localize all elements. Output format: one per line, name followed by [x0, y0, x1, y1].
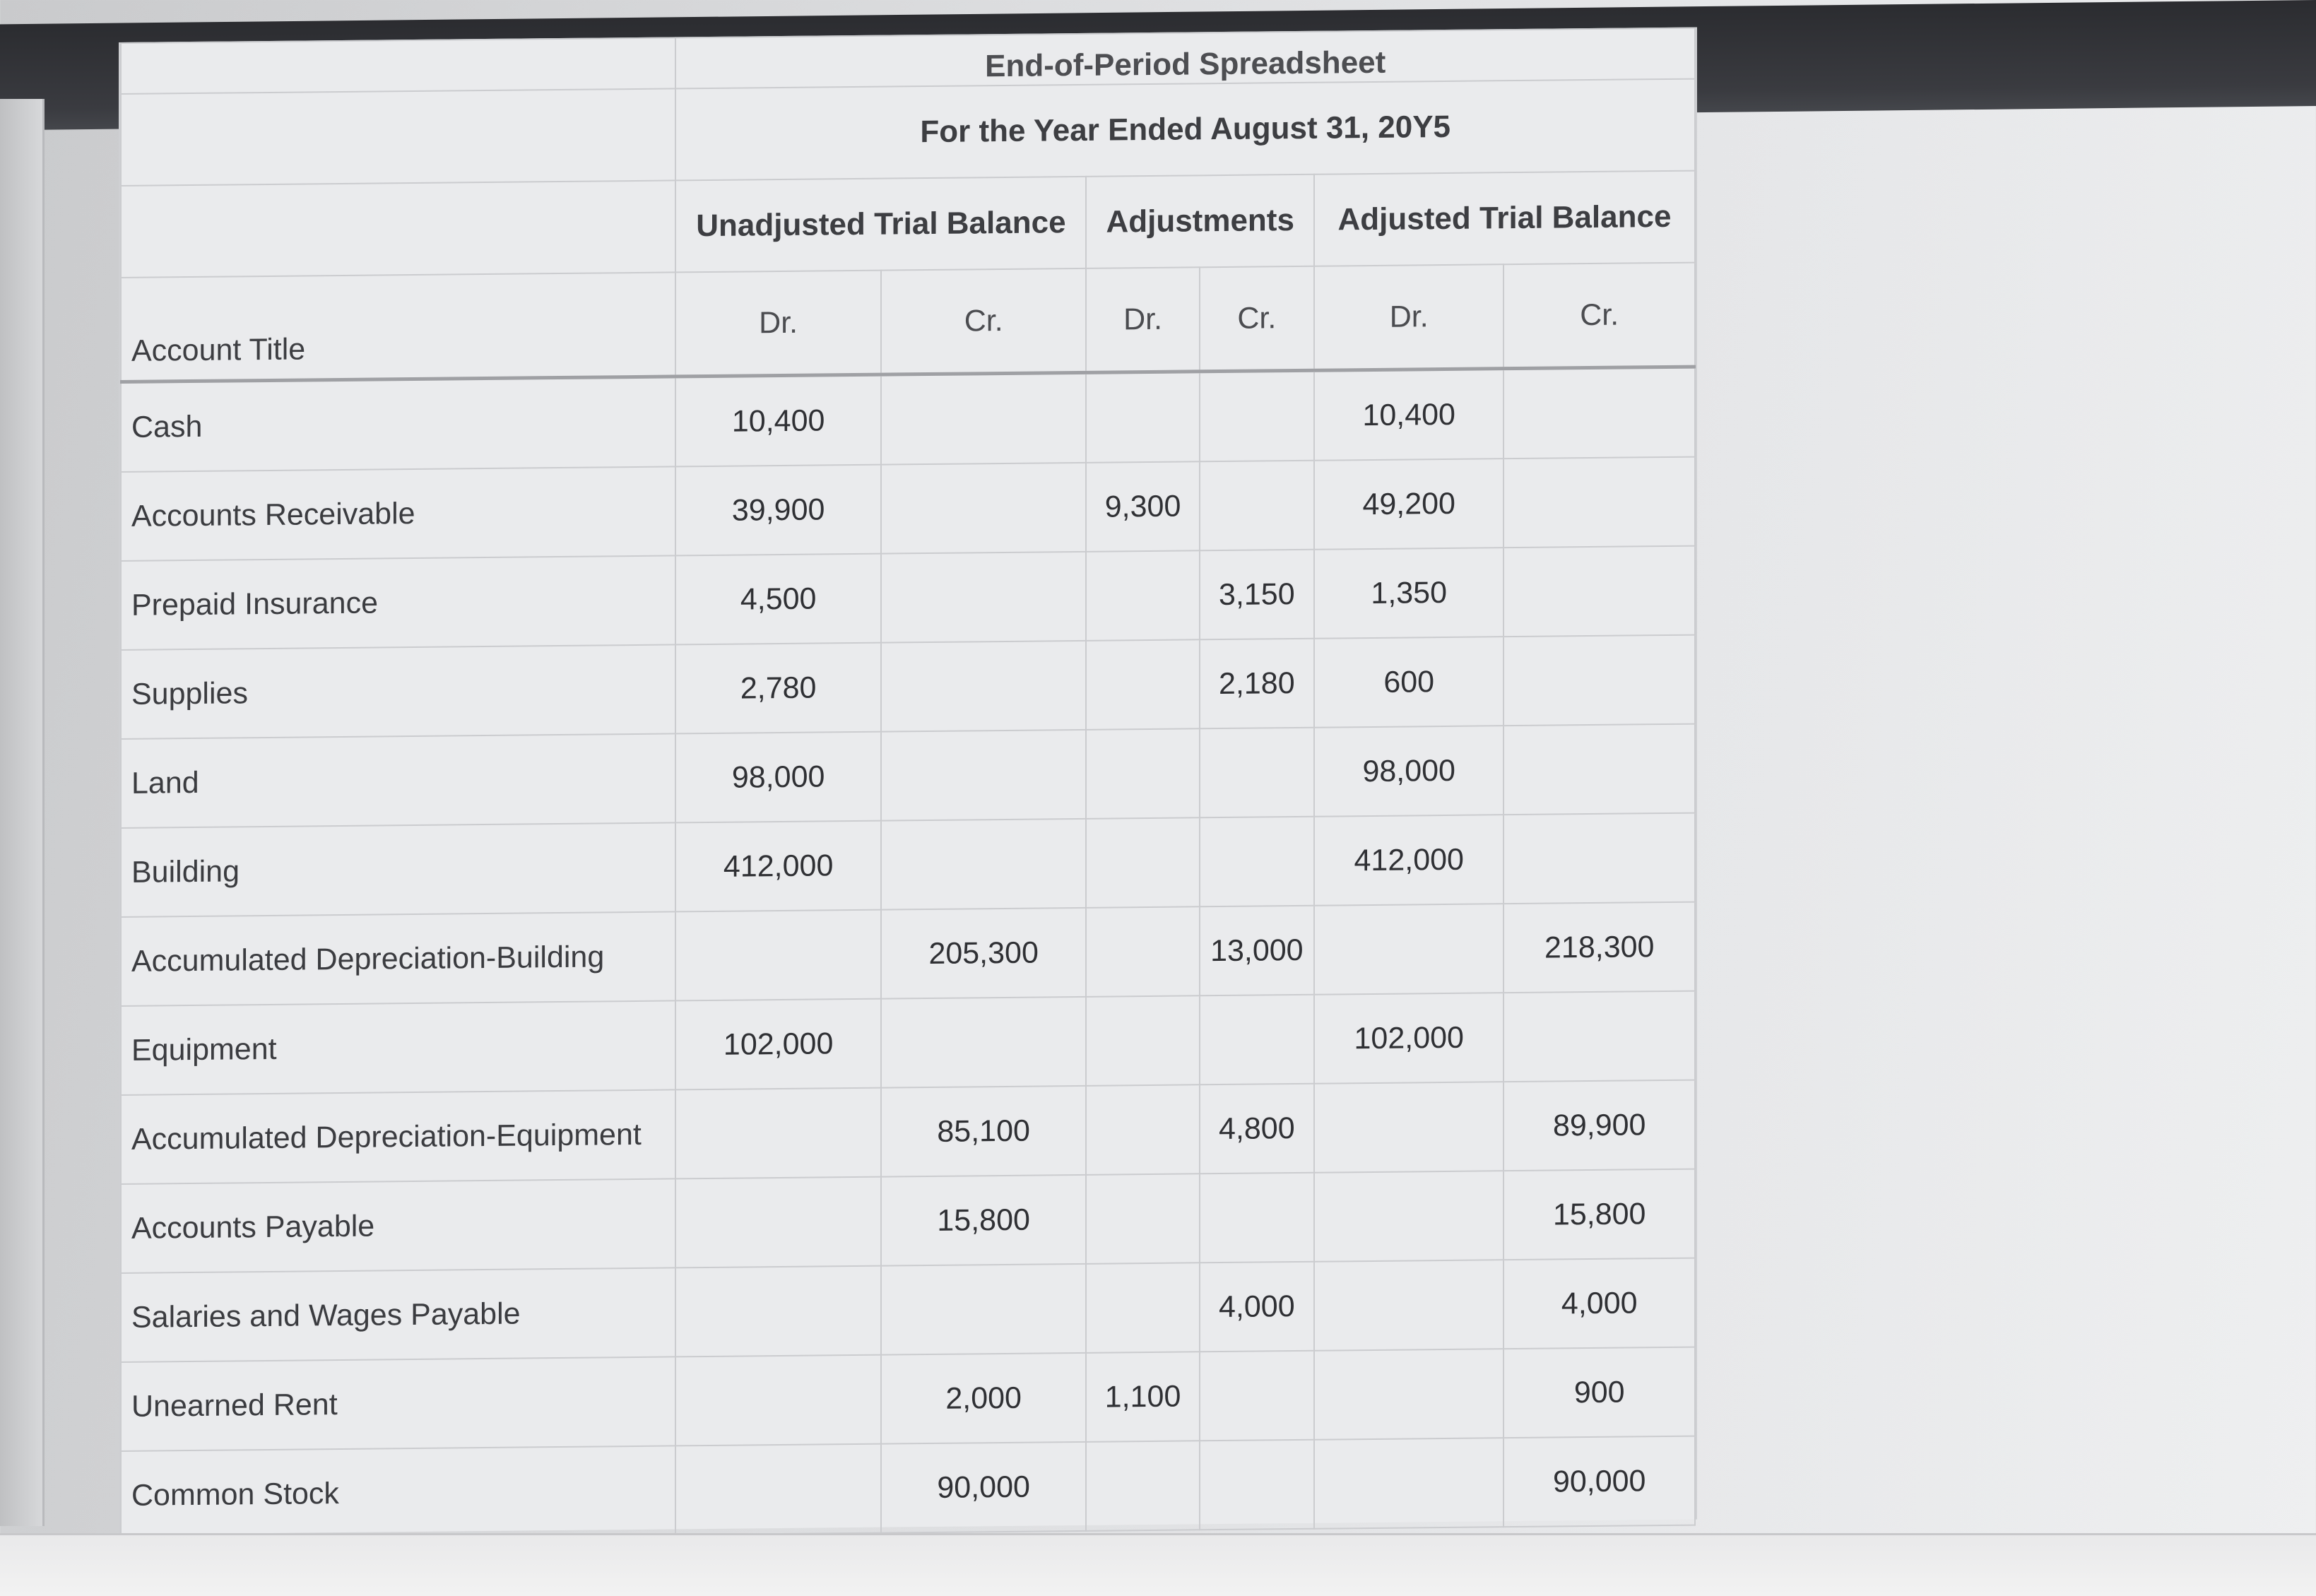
amount-cell-adj-cr[interactable]	[1200, 728, 1314, 818]
amount-cell-utb-dr[interactable]	[675, 1444, 881, 1535]
amount-cell-atb-dr[interactable]	[1314, 904, 1503, 995]
amount-cell-atb-dr[interactable]	[1314, 1082, 1503, 1173]
amount-cell-utb-cr[interactable]: 205,300	[881, 908, 1087, 999]
amount-cell-adj-cr[interactable]	[1200, 461, 1314, 551]
amount-cell-utb-dr[interactable]	[675, 1266, 881, 1357]
column-header-atb-cr: Cr.	[1503, 263, 1695, 369]
period-heading: For the Year Ended August 31, 20Y5	[675, 79, 1695, 181]
account-rows	[121, 367, 1695, 1540]
amount-cell-adj-dr[interactable]	[1086, 639, 1199, 730]
table-row	[121, 1347, 1695, 1451]
amount-cell-utb-cr[interactable]: 2,000	[881, 1353, 1087, 1444]
amount-cell-adj-dr[interactable]	[1086, 728, 1199, 819]
amount-cell-utb-dr[interactable]: 98,000	[675, 732, 881, 823]
column-header-adj-dr: Dr.	[1086, 267, 1199, 372]
amount-cell-utb-cr[interactable]	[881, 552, 1087, 643]
account-title-cell: Accounts Payable	[121, 1178, 675, 1273]
account-title-cell: Common Stock	[121, 1446, 675, 1540]
amount-cell-atb-dr[interactable]: 412,000	[1314, 815, 1503, 906]
amount-cell-utb-dr[interactable]	[675, 1088, 881, 1179]
amount-cell-adj-cr[interactable]	[1200, 1173, 1314, 1263]
amount-cell-adj-cr[interactable]: 3,150	[1200, 550, 1314, 640]
amount-cell-atb-dr[interactable]	[1314, 1438, 1503, 1529]
amount-cell-atb-dr[interactable]	[1314, 1260, 1503, 1351]
account-title-cell: Supplies	[121, 644, 675, 739]
amount-cell-adj-dr[interactable]	[1086, 550, 1199, 641]
amount-cell-atb-cr[interactable]	[1503, 457, 1695, 548]
account-title-cell: Accounts Receivable	[121, 466, 675, 561]
amount-cell-atb-cr[interactable]: 4,000	[1503, 1258, 1695, 1349]
blank-header-cell	[121, 37, 675, 94]
amount-cell-utb-dr[interactable]: 102,000	[675, 999, 881, 1090]
spreadsheet-title: End-of-Period Spreadsheet	[675, 28, 1695, 89]
amount-cell-adj-dr[interactable]	[1086, 1263, 1199, 1353]
amount-cell-atb-cr[interactable]	[1503, 367, 1695, 459]
amount-cell-utb-cr[interactable]	[881, 463, 1087, 554]
group-adjusted-trial-balance: Adjusted Trial Balance	[1314, 171, 1695, 266]
amount-cell-adj-cr[interactable]	[1200, 370, 1314, 461]
amount-cell-utb-dr[interactable]: 39,900	[675, 465, 881, 556]
amount-cell-utb-cr[interactable]	[881, 1264, 1087, 1355]
table-row	[121, 1436, 1695, 1540]
amount-cell-utb-cr[interactable]	[881, 997, 1087, 1088]
amount-cell-adj-dr[interactable]	[1086, 995, 1199, 1086]
amount-cell-adj-cr[interactable]: 4,000	[1200, 1262, 1314, 1352]
amount-cell-atb-cr[interactable]	[1503, 635, 1695, 726]
amount-cell-atb-cr[interactable]	[1503, 724, 1695, 815]
table-row	[121, 813, 1695, 917]
spreadsheet-table	[120, 28, 1696, 1541]
amount-cell-adj-dr[interactable]	[1086, 817, 1199, 908]
column-header-atb-dr: Dr.	[1314, 264, 1503, 370]
amount-cell-utb-dr[interactable]: 412,000	[675, 821, 881, 912]
account-title-cell: Prepaid Insurance	[121, 555, 675, 650]
amount-cell-utb-cr[interactable]	[881, 730, 1087, 821]
amount-cell-atb-cr[interactable]: 900	[1503, 1347, 1695, 1438]
table-row	[121, 1169, 1695, 1273]
group-adjustments: Adjustments	[1086, 175, 1314, 268]
amount-cell-utb-cr[interactable]	[881, 819, 1087, 910]
amount-cell-atb-cr[interactable]: 218,300	[1503, 902, 1695, 993]
amount-cell-utb-dr[interactable]	[675, 1355, 881, 1446]
amount-cell-utb-cr[interactable]	[881, 641, 1087, 732]
amount-cell-utb-dr[interactable]	[675, 1177, 881, 1268]
amount-cell-utb-cr[interactable]	[881, 372, 1087, 464]
account-title-header: Account Title	[121, 272, 675, 382]
amount-cell-atb-cr[interactable]	[1503, 546, 1695, 637]
amount-cell-atb-dr[interactable]: 98,000	[1314, 726, 1503, 817]
column-header-utb-cr: Cr.	[881, 268, 1087, 374]
table-row	[121, 546, 1695, 650]
amount-cell-adj-dr[interactable]	[1086, 1174, 1199, 1264]
amount-cell-atb-dr[interactable]: 10,400	[1314, 369, 1503, 461]
amount-cell-adj-dr[interactable]	[1086, 906, 1199, 997]
amount-cell-utb-dr[interactable]: 4,500	[675, 554, 881, 645]
amount-cell-adj-dr[interactable]	[1086, 1441, 1199, 1531]
blank-header-cell	[121, 88, 675, 186]
amount-cell-adj-dr[interactable]	[1086, 372, 1199, 463]
account-title-cell: Land	[121, 733, 675, 828]
amount-cell-utb-cr[interactable]: 90,000	[881, 1442, 1087, 1533]
group-unadjusted-trial-balance: Unadjusted Trial Balance	[675, 177, 1086, 273]
amount-cell-atb-dr[interactable]: 102,000	[1314, 993, 1503, 1084]
account-title-cell: Unearned Rent	[121, 1356, 675, 1451]
amount-cell-adj-cr[interactable]: 2,180	[1200, 639, 1314, 729]
amount-cell-adj-cr[interactable]	[1200, 1351, 1314, 1441]
amount-cell-atb-dr[interactable]: 49,200	[1314, 459, 1503, 550]
amount-cell-atb-dr[interactable]: 1,350	[1314, 548, 1503, 639]
table-row	[121, 902, 1695, 1006]
account-title-cell: Accumulated Depreciation-Equipment	[121, 1089, 675, 1184]
amount-cell-atb-cr[interactable]: 90,000	[1503, 1436, 1695, 1527]
amount-cell-utb-cr[interactable]: 15,800	[881, 1175, 1087, 1266]
table-row	[121, 1080, 1695, 1184]
account-title-cell: Accumulated Depreciation-Building	[121, 911, 675, 1006]
amount-cell-atb-cr[interactable]: 15,800	[1503, 1169, 1695, 1260]
account-title-cell: Cash	[121, 377, 675, 472]
table-row	[121, 635, 1695, 739]
amount-cell-utb-cr[interactable]: 85,100	[881, 1086, 1087, 1177]
table-row	[121, 724, 1695, 828]
amount-cell-atb-dr[interactable]	[1314, 1171, 1503, 1262]
account-title-cell: Equipment	[121, 1000, 675, 1095]
end-of-period-spreadsheet	[119, 28, 1697, 1535]
amount-cell-atb-dr[interactable]	[1314, 1349, 1503, 1440]
column-header-utb-dr: Dr.	[675, 271, 881, 377]
amount-cell-utb-dr[interactable]	[675, 910, 881, 1001]
amount-cell-adj-cr[interactable]	[1200, 995, 1314, 1085]
amount-cell-utb-dr[interactable]: 2,780	[675, 643, 881, 734]
amount-cell-adj-cr[interactable]: 13,000	[1200, 906, 1314, 996]
account-title-cell: Salaries and Wages Payable	[121, 1267, 675, 1362]
table-row	[121, 367, 1695, 472]
amount-cell-utb-dr[interactable]: 10,400	[675, 374, 881, 466]
amount-cell-atb-cr[interactable]	[1503, 991, 1695, 1082]
amount-cell-atb-dr[interactable]: 600	[1314, 637, 1503, 728]
amount-cell-atb-cr[interactable]: 89,900	[1503, 1080, 1695, 1171]
screen-bottom-area	[0, 1533, 2316, 1596]
amount-cell-adj-cr[interactable]	[1200, 1440, 1314, 1530]
table-row	[121, 457, 1695, 561]
amount-cell-adj-dr[interactable]	[1086, 1084, 1199, 1175]
amount-cell-adj-dr[interactable]: 9,300	[1086, 461, 1199, 552]
screen-left-edge	[0, 99, 45, 1526]
amount-cell-adj-dr[interactable]: 1,100	[1086, 1352, 1199, 1442]
table-row	[121, 1258, 1695, 1362]
account-title-cell: Building	[121, 822, 675, 917]
column-header-adj-cr: Cr.	[1200, 266, 1314, 372]
table-row	[121, 991, 1695, 1095]
amount-cell-atb-cr[interactable]	[1503, 813, 1695, 904]
amount-cell-adj-cr[interactable]	[1200, 817, 1314, 907]
amount-cell-adj-cr[interactable]: 4,800	[1200, 1084, 1314, 1174]
blank-header-cell	[121, 180, 675, 278]
